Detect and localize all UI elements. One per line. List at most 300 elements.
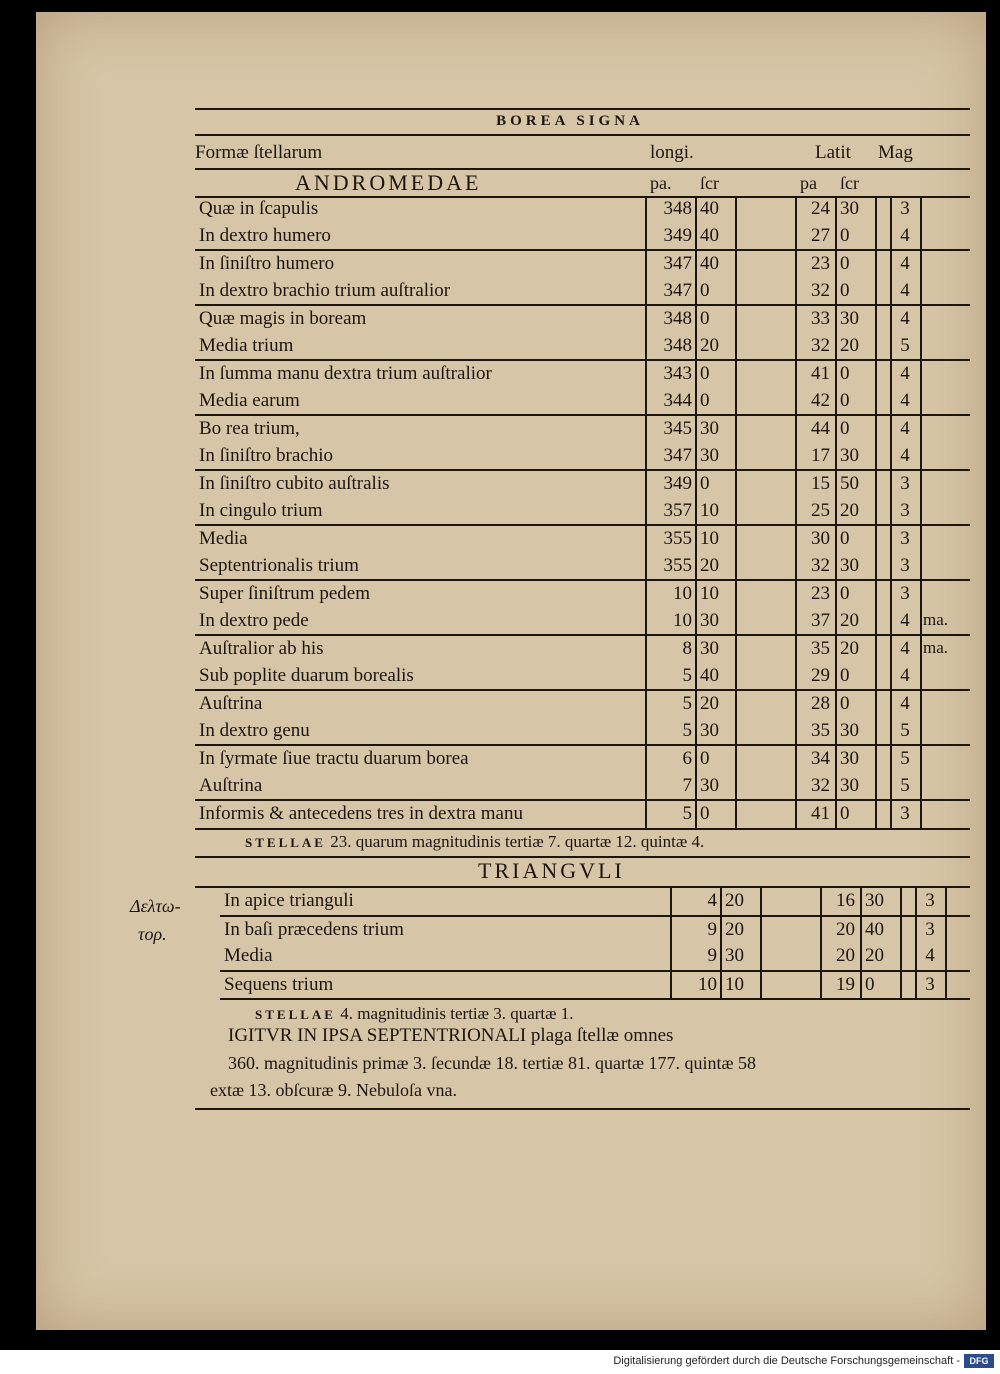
cell-lon-pa: 348 bbox=[663, 334, 692, 356]
sub-scr: ſcr bbox=[700, 173, 719, 193]
column-divider bbox=[795, 388, 797, 415]
cell-lat-scr: 0 bbox=[840, 363, 850, 384]
cell-lat-pa: 33 bbox=[811, 308, 830, 329]
column-divider bbox=[835, 443, 837, 470]
column-divider bbox=[645, 443, 647, 470]
table-row bbox=[195, 691, 970, 718]
cell-mag: 4 bbox=[925, 945, 935, 966]
header-longi: longi. bbox=[650, 142, 694, 163]
cell-lat-scr: 0 bbox=[840, 418, 850, 439]
column-divider bbox=[645, 801, 647, 828]
cell-lat-scr: 0 bbox=[840, 664, 850, 686]
column-divider bbox=[835, 388, 837, 415]
cell-name: In dextro brachio trium auſtralior bbox=[199, 279, 451, 301]
cell-lat-pa: 32 bbox=[811, 279, 830, 301]
cell-lat-scr: 20 bbox=[865, 945, 884, 966]
column-divider bbox=[795, 361, 797, 388]
column-divider bbox=[945, 917, 947, 944]
cell-lon-scr: 10 bbox=[700, 499, 719, 521]
column-divider bbox=[835, 526, 837, 553]
cell-lon-scr: 0 bbox=[700, 748, 710, 769]
bottom-rule bbox=[195, 1108, 970, 1110]
cell-lat-pa: 37 bbox=[811, 609, 830, 631]
column-divider bbox=[645, 278, 647, 305]
column-divider bbox=[735, 691, 737, 718]
table-row bbox=[195, 636, 970, 663]
table-row bbox=[195, 773, 970, 802]
cell-lon-scr: 20 bbox=[725, 918, 744, 940]
table-row bbox=[195, 306, 970, 333]
column-divider bbox=[645, 361, 647, 388]
column-divider bbox=[735, 333, 737, 360]
cell-lat-pa: 16 bbox=[836, 890, 855, 911]
cell-lat-pa: 30 bbox=[811, 528, 830, 549]
cell-lon-scr: 30 bbox=[700, 719, 719, 741]
column-divider bbox=[890, 691, 892, 718]
column-divider bbox=[645, 718, 647, 745]
cell-lat-pa: 19 bbox=[836, 973, 855, 995]
cell-lon-scr: 20 bbox=[700, 693, 719, 714]
column-divider bbox=[875, 443, 877, 470]
column-divider bbox=[795, 223, 797, 250]
column-divider bbox=[920, 663, 922, 690]
cell-lat-scr: 0 bbox=[840, 253, 850, 274]
column-divider bbox=[835, 196, 837, 223]
cell-lon-scr: 20 bbox=[700, 554, 719, 576]
cell-lon-pa: 10 bbox=[698, 973, 717, 995]
column-divider bbox=[645, 251, 647, 278]
cell-lat-pa: 35 bbox=[811, 638, 830, 659]
cell-lon-scr: 10 bbox=[725, 973, 744, 995]
column-divider bbox=[795, 608, 797, 635]
column-divider bbox=[835, 361, 837, 388]
column-divider bbox=[695, 388, 697, 415]
cell-lat-pa: 29 bbox=[811, 664, 830, 686]
column-divider bbox=[695, 471, 697, 498]
column-divider bbox=[875, 333, 877, 360]
summary-lead: STELLAE bbox=[245, 835, 326, 850]
table-row bbox=[195, 278, 970, 307]
column-divider bbox=[645, 416, 647, 443]
column-divider bbox=[795, 663, 797, 690]
column-divider bbox=[890, 773, 892, 800]
column-divider bbox=[835, 306, 837, 333]
column-divider bbox=[695, 746, 697, 773]
cell-mag: 4 bbox=[900, 418, 910, 439]
cell-mag: 4 bbox=[900, 308, 910, 329]
cell-lon-scr: 30 bbox=[700, 609, 719, 631]
cell-lon-scr: 20 bbox=[700, 334, 719, 356]
column-divider bbox=[890, 636, 892, 663]
column-divider bbox=[835, 581, 837, 608]
column-divider bbox=[735, 581, 737, 608]
column-divider bbox=[695, 361, 697, 388]
column-divider bbox=[795, 691, 797, 718]
column-divider bbox=[695, 223, 697, 250]
cell-lat-scr: 0 bbox=[840, 803, 850, 824]
column-divider bbox=[890, 251, 892, 278]
column-divider bbox=[645, 553, 647, 580]
column-divider bbox=[695, 581, 697, 608]
column-divider bbox=[835, 608, 837, 635]
column-divider bbox=[835, 278, 837, 305]
cell-mag: 4 bbox=[900, 279, 910, 301]
column-divider bbox=[695, 718, 697, 745]
cell-lon-scr: 0 bbox=[700, 363, 710, 384]
cell-lon-pa: 9 bbox=[707, 945, 717, 966]
cell-lon-scr: 0 bbox=[700, 308, 710, 329]
cell-name: Sub poplite duarum borealis bbox=[199, 664, 414, 686]
margin-note-2: τορ. bbox=[138, 924, 167, 944]
column-divider bbox=[695, 773, 697, 800]
column-divider bbox=[890, 718, 892, 745]
table-row bbox=[220, 943, 970, 972]
table-row bbox=[195, 333, 970, 362]
column-divider bbox=[875, 526, 877, 553]
cell-mag: 4 bbox=[900, 444, 910, 466]
column-divider bbox=[920, 526, 922, 553]
table-row bbox=[195, 471, 970, 498]
cell-lon-scr: 40 bbox=[700, 224, 719, 246]
column-divider bbox=[735, 718, 737, 745]
cell-mag: 3 bbox=[900, 499, 910, 521]
cell-lat-scr: 20 bbox=[840, 499, 859, 521]
column-divider bbox=[735, 526, 737, 553]
cell-lon-scr: 40 bbox=[700, 198, 719, 219]
cell-lon-scr: 0 bbox=[700, 389, 710, 411]
cell-lat-scr: 30 bbox=[840, 719, 859, 741]
conclusion-line-1: IGITVR IN IPSA SEPTENTRIONALI plaga ſtellæ omnes bbox=[228, 1025, 674, 1046]
cell-mag: 4 bbox=[900, 253, 910, 274]
column-divider bbox=[820, 943, 822, 970]
column-divider bbox=[890, 388, 892, 415]
column-divider bbox=[645, 333, 647, 360]
summary-trianguli bbox=[255, 1004, 574, 1024]
cell-lon-pa: 5 bbox=[682, 803, 692, 824]
cell-lon-scr: 30 bbox=[700, 638, 719, 659]
cell-lat-scr: 0 bbox=[840, 389, 850, 411]
column-divider bbox=[920, 636, 922, 663]
column-divider bbox=[900, 943, 902, 970]
cell-lat-scr: 0 bbox=[840, 693, 850, 714]
cell-lon-pa: 347 bbox=[663, 253, 692, 274]
column-divider bbox=[835, 471, 837, 498]
cell-mag: 3 bbox=[925, 973, 935, 995]
trianguli-table bbox=[220, 888, 970, 1000]
cell-lon-scr: 10 bbox=[700, 528, 719, 549]
cell-lat-scr: 20 bbox=[840, 638, 859, 659]
column-divider bbox=[695, 306, 697, 333]
cell-name: Quæ magis in boream bbox=[199, 308, 367, 329]
column-divider bbox=[795, 773, 797, 800]
column-divider bbox=[735, 196, 737, 223]
cell-name: Bo rea trium, bbox=[199, 418, 300, 439]
column-divider bbox=[670, 888, 672, 915]
cell-mag: 4 bbox=[900, 693, 910, 714]
margin-note-1: Δελτω- bbox=[130, 896, 181, 916]
cell-lon-pa: 7 bbox=[682, 774, 692, 796]
cell-lon-pa: 357 bbox=[663, 499, 692, 521]
cell-lat-pa: 17 bbox=[811, 444, 830, 466]
column-divider bbox=[860, 917, 862, 944]
cell-lat-scr: 30 bbox=[865, 890, 884, 911]
cell-note: ma. bbox=[923, 638, 949, 657]
column-divider bbox=[695, 196, 697, 223]
cell-lat-scr: 30 bbox=[840, 554, 859, 576]
column-divider bbox=[820, 888, 822, 915]
cell-lat-pa: 44 bbox=[811, 418, 830, 439]
column-divider bbox=[875, 306, 877, 333]
column-divider bbox=[920, 278, 922, 305]
cell-mag: 4 bbox=[900, 664, 910, 686]
cell-lat-pa: 27 bbox=[811, 224, 830, 246]
column-divider bbox=[890, 663, 892, 690]
table-row bbox=[195, 388, 970, 417]
cell-mag: 5 bbox=[900, 748, 910, 769]
column-divider bbox=[735, 498, 737, 525]
table-row bbox=[195, 416, 970, 443]
cell-lat-pa: 32 bbox=[811, 334, 830, 356]
cell-lon-scr: 0 bbox=[700, 279, 710, 301]
column-divider bbox=[875, 361, 877, 388]
column-divider bbox=[795, 306, 797, 333]
conclusion-line-2: 360. magnitudinis primæ 3. ſecundæ 18. tertiæ 81. quartæ 177. quintæ 58 bbox=[228, 1053, 756, 1073]
cell-name: In ſiniſtro brachio bbox=[199, 444, 334, 466]
column-divider bbox=[915, 917, 917, 944]
column-divider bbox=[735, 306, 737, 333]
column-divider bbox=[890, 498, 892, 525]
cell-lon-pa: 5 bbox=[682, 719, 692, 741]
column-divider bbox=[735, 636, 737, 663]
column-divider bbox=[735, 223, 737, 250]
column-divider bbox=[695, 498, 697, 525]
cell-name: Media bbox=[224, 945, 273, 966]
cell-mag: 3 bbox=[925, 890, 935, 911]
cell-mag: 4 bbox=[900, 389, 910, 411]
column-divider bbox=[875, 416, 877, 443]
column-divider bbox=[645, 663, 647, 690]
column-divider bbox=[875, 746, 877, 773]
andromedae-table bbox=[195, 196, 970, 830]
column-divider bbox=[670, 972, 672, 999]
column-divider bbox=[695, 553, 697, 580]
column-divider bbox=[695, 278, 697, 305]
column-divider bbox=[835, 333, 837, 360]
cell-name: In ſyrmate ſiue tractu duarum borea bbox=[199, 748, 469, 769]
cell-name: In dextro genu bbox=[199, 719, 310, 741]
cell-lon-pa: 349 bbox=[663, 224, 692, 246]
cell-lon-pa: 10 bbox=[673, 583, 692, 604]
cell-mag: 5 bbox=[900, 774, 910, 796]
cell-lat-scr: 40 bbox=[865, 918, 884, 940]
cell-mag: 5 bbox=[900, 719, 910, 741]
cell-lon-pa: 8 bbox=[682, 638, 692, 659]
summary2-text: 4. magnitudinis tertiæ 3. quartæ 1. bbox=[340, 1004, 574, 1023]
cell-lon-pa: 6 bbox=[682, 748, 692, 769]
andromedae-header bbox=[195, 170, 970, 196]
column-divider bbox=[695, 443, 697, 470]
summary2-lead: STELLAE bbox=[255, 1007, 336, 1022]
column-divider bbox=[890, 223, 892, 250]
cell-lat-scr: 20 bbox=[840, 334, 859, 356]
column-divider bbox=[945, 888, 947, 915]
table-row bbox=[195, 223, 970, 252]
cell-lat-pa: 34 bbox=[811, 748, 830, 769]
column-divider bbox=[900, 972, 902, 999]
column-divider bbox=[735, 278, 737, 305]
table-row bbox=[195, 746, 970, 773]
column-divider bbox=[890, 608, 892, 635]
column-divider bbox=[875, 581, 877, 608]
column-divider bbox=[920, 306, 922, 333]
cell-lat-scr: 30 bbox=[840, 308, 859, 329]
column-divider bbox=[875, 608, 877, 635]
cell-name: Auſtralior ab his bbox=[199, 638, 324, 659]
column-divider bbox=[875, 801, 877, 828]
cell-lat-scr: 30 bbox=[840, 748, 859, 769]
column-divider bbox=[795, 333, 797, 360]
column-divider bbox=[900, 888, 902, 915]
cell-lon-pa: 348 bbox=[663, 308, 692, 329]
cell-lon-scr: 30 bbox=[700, 418, 719, 439]
column-divider bbox=[890, 553, 892, 580]
column-divider bbox=[875, 636, 877, 663]
column-divider bbox=[645, 608, 647, 635]
cell-name: In ſiniſtro humero bbox=[199, 253, 335, 274]
column-divider bbox=[860, 888, 862, 915]
table-row bbox=[220, 888, 970, 917]
column-divider bbox=[920, 718, 922, 745]
column-divider bbox=[835, 251, 837, 278]
cell-lat-pa: 20 bbox=[836, 945, 855, 966]
column-divider bbox=[760, 917, 762, 944]
column-divider bbox=[920, 388, 922, 415]
table-row bbox=[195, 553, 970, 582]
column-divider bbox=[720, 943, 722, 970]
table-row bbox=[195, 663, 970, 692]
column-divider bbox=[795, 416, 797, 443]
cell-name: In baſi præcedens trium bbox=[224, 918, 404, 940]
cell-lat-pa: 41 bbox=[811, 803, 830, 824]
sub-lat-scr: ſcr bbox=[840, 173, 859, 193]
cell-lat-pa: 28 bbox=[811, 693, 830, 714]
cell-lon-scr: 0 bbox=[700, 803, 710, 824]
column-divider bbox=[820, 917, 822, 944]
column-divider bbox=[835, 498, 837, 525]
column-divider bbox=[795, 498, 797, 525]
cell-lat-pa: 41 bbox=[811, 363, 830, 384]
column-divider bbox=[795, 636, 797, 663]
column-divider bbox=[645, 636, 647, 663]
cell-mag: 5 bbox=[900, 334, 910, 356]
column-divider bbox=[645, 196, 647, 223]
column-divider bbox=[695, 636, 697, 663]
column-divider bbox=[645, 773, 647, 800]
column-divider bbox=[735, 443, 737, 470]
footer-credit: Digitalisierung gefördert durch die Deutsche Forschungsgemeinschaft - bbox=[613, 1355, 960, 1367]
column-divider bbox=[645, 223, 647, 250]
top-rule bbox=[195, 108, 970, 110]
column-divider bbox=[890, 581, 892, 608]
cell-lon-scr: 40 bbox=[700, 664, 719, 686]
trianguli-title: TRIANGVLI bbox=[478, 858, 625, 883]
column-divider bbox=[835, 553, 837, 580]
column-divider bbox=[835, 691, 837, 718]
column-divider bbox=[860, 972, 862, 999]
cell-mag: 3 bbox=[900, 583, 910, 604]
header-forma: Formæ ſtellarum bbox=[195, 142, 323, 163]
column-divider bbox=[645, 581, 647, 608]
column-divider bbox=[835, 223, 837, 250]
cell-lat-pa: 24 bbox=[811, 198, 830, 219]
column-divider bbox=[720, 888, 722, 915]
column-divider bbox=[835, 746, 837, 773]
column-divider bbox=[945, 972, 947, 999]
table-row bbox=[195, 526, 970, 553]
header-latit: Latit bbox=[815, 142, 851, 163]
column-divider bbox=[920, 608, 922, 635]
cell-lon-pa: 347 bbox=[663, 279, 692, 301]
column-divider bbox=[890, 333, 892, 360]
cell-lat-scr: 0 bbox=[840, 583, 850, 604]
column-divider bbox=[915, 943, 917, 970]
column-divider bbox=[795, 718, 797, 745]
sub-lat-pa: pa bbox=[800, 173, 817, 193]
column-divider bbox=[735, 801, 737, 828]
summary-andromedae bbox=[245, 832, 704, 852]
column-divider bbox=[735, 608, 737, 635]
column-divider bbox=[920, 691, 922, 718]
cell-lat-scr: 0 bbox=[840, 528, 850, 549]
cell-mag: 4 bbox=[900, 224, 910, 246]
column-divider bbox=[695, 416, 697, 443]
cell-name: Media trium bbox=[199, 334, 294, 356]
column-divider bbox=[835, 636, 837, 663]
column-divider bbox=[890, 278, 892, 305]
column-divider bbox=[860, 943, 862, 970]
cell-mag: 3 bbox=[900, 198, 910, 219]
column-divider bbox=[645, 691, 647, 718]
column-divider bbox=[795, 746, 797, 773]
column-header bbox=[195, 140, 970, 168]
column-divider bbox=[735, 361, 737, 388]
column-divider bbox=[645, 526, 647, 553]
column-divider bbox=[920, 471, 922, 498]
column-divider bbox=[920, 361, 922, 388]
cell-name: In ſiniſtro cubito auſtralis bbox=[199, 473, 390, 494]
cell-name: Informis & antecedens tres in dextra manu bbox=[199, 803, 523, 824]
column-divider bbox=[735, 773, 737, 800]
head-rule bbox=[195, 134, 970, 136]
cell-name: In dextro humero bbox=[199, 224, 331, 246]
column-divider bbox=[920, 443, 922, 470]
column-divider bbox=[695, 251, 697, 278]
cell-name: Sequens trium bbox=[224, 973, 334, 995]
cell-name: Media bbox=[199, 528, 248, 549]
cell-lon-scr: 30 bbox=[700, 444, 719, 466]
cell-lon-scr: 30 bbox=[725, 945, 744, 966]
cell-mag: 3 bbox=[900, 803, 910, 824]
column-divider bbox=[875, 388, 877, 415]
column-divider bbox=[890, 306, 892, 333]
column-divider bbox=[875, 663, 877, 690]
column-divider bbox=[875, 223, 877, 250]
column-divider bbox=[835, 801, 837, 828]
column-divider bbox=[645, 388, 647, 415]
column-divider bbox=[670, 943, 672, 970]
cell-lat-pa: 15 bbox=[811, 473, 830, 494]
column-divider bbox=[915, 972, 917, 999]
